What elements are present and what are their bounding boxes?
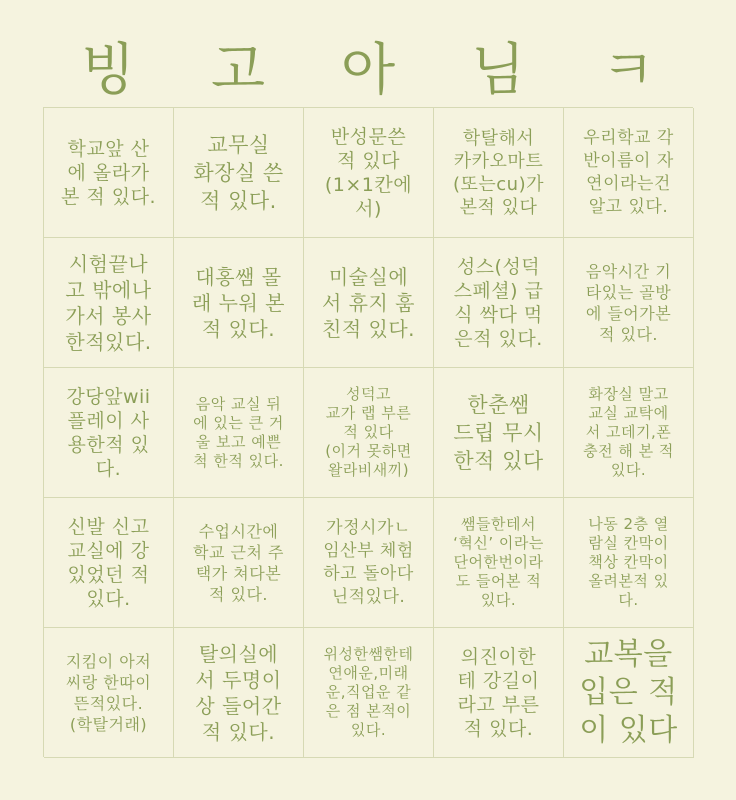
bingo-cell[interactable] [434,238,564,368]
bingo-cell[interactable] [564,628,694,758]
cell-text: 성스(성덕 스페셜) 급 식 싹다 먹 은적 있다. [453,255,544,350]
cell-text: 지킴이 아저 씨랑 한따이 뜬적있다. (학탈거래) [65,651,152,734]
bingo-cell[interactable] [174,238,304,368]
cell-text: 교복을 입은 적 이 있다 [579,636,678,748]
bingo-cell[interactable] [564,368,694,498]
bingo-cell[interactable] [304,108,434,238]
cell-text: 성덕고 교가 랩 부른 적 있다 (이거 못하면 왈라비새끼) [325,385,412,479]
bingo-cell[interactable] [174,628,304,758]
cell-text: 한춘쌤 드립 무시 한적 있다 [453,392,544,473]
cell-text: 대홍쌤 몰 래 누워 본 적 있다. [192,264,285,341]
cell-text: 음악 교실 뒤 에 있는 큰 거 울 보고 예쁜 척 한적 있다. [193,394,284,470]
cell-text: 강당앞wii 플레이 사 용한적 있 다. [66,385,151,480]
cell-text: 수업시간에 학교 근처 주 택가 쳐다본 적 있다. [193,521,284,604]
cell-text: 나동 2층 열 람실 칸막이 책상 칸막이 올려본적 있 다. [588,515,669,609]
bingo-cell[interactable] [304,368,434,498]
bingo-cell[interactable] [174,498,304,628]
title-letter-2: 고 [210,38,266,103]
bingo-cell[interactable] [44,108,174,238]
cell-text: 미술실에 서 휴지 훔 친적 있다. [322,264,415,341]
cell-text: 화장실 말고 교실 교탁에 서 고데기,폰 충전 해 본 적 있다. [583,385,674,479]
title-letter-3: 아 [340,38,396,103]
bingo-cell[interactable] [564,108,694,238]
bingo-cell[interactable] [434,628,564,758]
bingo-board [43,107,693,757]
cell-text: 신발 신고 교실에 강 있었던 적 있다. [67,515,150,610]
cell-text: 시험끝나 고 밖에나 가서 봉사 한적있다. [65,251,152,354]
bingo-cell[interactable] [434,498,564,628]
bingo-cell[interactable] [564,498,694,628]
title-letter-1: 빙 [80,38,136,103]
bingo-cell[interactable] [304,238,434,368]
cell-text: 위성한쌤한테 연애운,미래 운,직업운 같 은 점 본적이 있다. [323,645,414,739]
cell-text: 탈의실에 서 두명이 상 들어간 적 있다. [195,641,282,744]
cell-text: 쌤들한테서 ‘혁신’ 이라는 단어한번이라 도 들어본 적 있다. [453,515,544,609]
bingo-cell[interactable] [434,108,564,238]
cell-text: 반성문쓴 적 있다 (1×1칸에 서) [324,125,413,220]
bingo-cell[interactable] [44,368,174,498]
cell-text: 의진이한 테 강길이 라고 부른 적 있다. [457,645,540,740]
bingo-cell[interactable] [174,368,304,498]
bingo-cell[interactable] [564,238,694,368]
bingo-cell[interactable] [304,628,434,758]
bingo-cell[interactable] [44,498,174,628]
bingo-cell[interactable] [304,498,434,628]
cell-text: 우리학교 각 반이름이 자 연이라는건 알고 있다. [583,127,674,217]
title-letter-5: ㅋ [600,38,656,103]
cell-text: 음악시간 기 타있는 골방 에 들어가본 적 있다. [585,261,672,344]
cell-text: 가정시가ㄴ 임산부 체험 하고 돌아다 닌적있다. [323,517,414,607]
bingo-cell[interactable] [174,108,304,238]
title-letter-4: 님 [470,38,526,103]
bingo-cell[interactable] [44,238,174,368]
cell-text: 학탈해서 카카오마트 (또는cu)가 본적 있다 [452,127,544,218]
cell-text: 교무실 화장실 쓴 적 있다. [193,132,284,213]
bingo-cell[interactable] [434,368,564,498]
cell-text: 학교앞 산 에 올라가 본 적 있다. [60,137,157,208]
bingo-title [43,36,693,106]
bingo-cell[interactable] [44,628,174,758]
